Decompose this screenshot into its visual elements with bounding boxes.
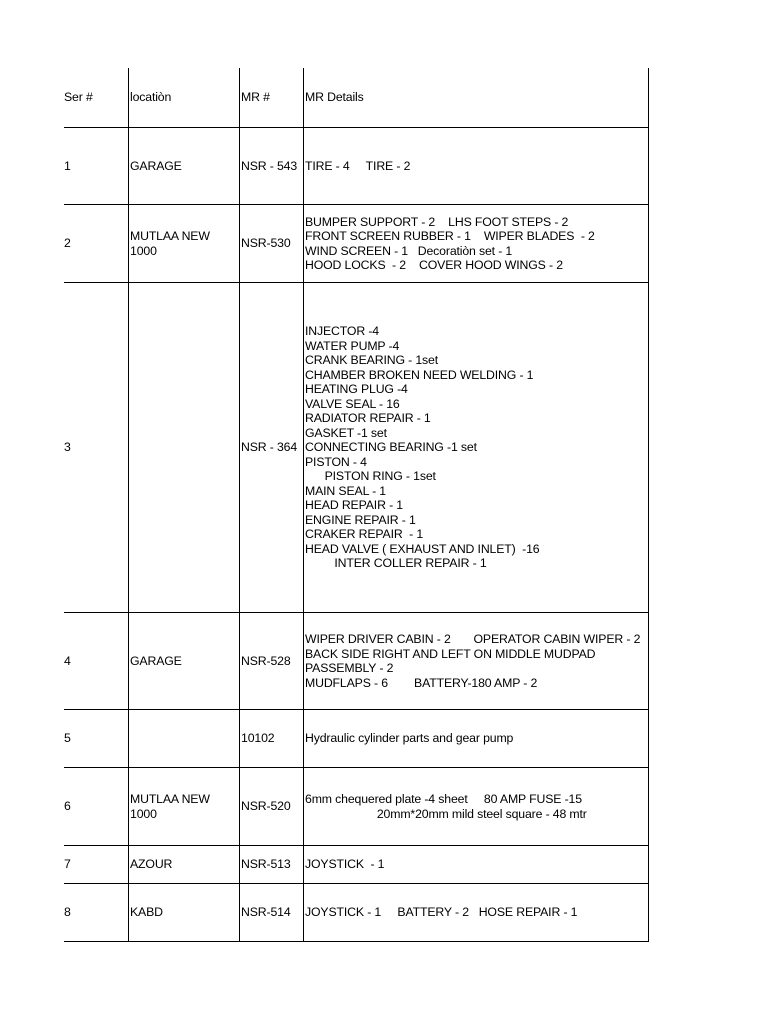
details-line: HEAD VALVE ( EXHAUST AND INLET) -16 — [305, 541, 540, 556]
cell-details-row-6 — [305, 768, 647, 845]
cell-location-row-5 — [130, 710, 238, 767]
details-line: WATER PUMP -4 — [305, 338, 400, 353]
cell-ser-row-2: 2 — [64, 236, 71, 251]
cell-location-row-1 — [130, 128, 238, 204]
details-line: MUDFLAPS - 6 BATTERY-180 AMP - 2 — [305, 675, 538, 690]
row-divider — [64, 941, 649, 942]
cell-ser-row-1: 1 — [64, 158, 71, 173]
details-line: JOYSTICK - 1 — [305, 857, 385, 872]
cell-mr-row-7: NSR-513 — [241, 857, 291, 872]
cell-location-row-2 — [130, 205, 238, 282]
details-line: CRAKER REPAIR - 1 — [305, 527, 424, 542]
location-line: MUTLAA NEW — [130, 792, 210, 806]
details-line: HEATING PLUG -4 — [305, 382, 408, 397]
details-line: VALVE SEAL - 16 — [305, 396, 400, 411]
cell-location-row-7 — [130, 846, 238, 883]
cell-details-row-1 — [305, 128, 647, 204]
cell-location-row-4 — [130, 613, 238, 709]
details-line: JOYSTICK - 1 BATTERY - 2 HOSE REPAIR - 1 — [305, 905, 578, 920]
cell-mr-row-2: NSR-530 — [241, 236, 291, 251]
details-line: WIND SCREEN - 1 Decoratiòn set - 1 — [305, 243, 513, 258]
details-line: PISTON - 4 — [305, 454, 367, 469]
location-line: 1000 — [130, 243, 157, 258]
details-line: CONNECTING BEARING -1 set — [305, 440, 477, 455]
cell-details-row-8 — [305, 884, 647, 941]
details-line: BACK SIDE RIGHT AND LEFT ON MIDDLE MUDPAD — [305, 646, 596, 661]
details-line: HOOD LOCKS - 2 COVER HOOD WINGS - 2 — [305, 258, 563, 272]
cell-details-row-2 — [305, 205, 647, 282]
cell-mr-row-5: 10102 — [241, 731, 275, 746]
cell-ser-row-3: 3 — [64, 440, 71, 455]
details-line: WIPER DRIVER CABIN - 2 OPERATOR CABIN WIPER - 2 — [305, 632, 641, 646]
details-line: HEAD REPAIR - 1 — [305, 498, 403, 513]
details-line: PISTON RING - 1set — [305, 469, 436, 484]
location-line: GARAGE — [130, 158, 182, 173]
cell-details-row-3 — [305, 283, 647, 612]
cell-mr-row-8: NSR-514 — [241, 905, 291, 920]
location-line: KABD — [130, 905, 163, 920]
details-line: FRONT SCREEN RUBBER - 1 WIPER BLADES - 2 — [305, 229, 595, 243]
cell-details-row-7 — [305, 846, 647, 883]
location-line: MUTLAA NEW — [130, 229, 210, 243]
cell-details-row-4 — [305, 613, 647, 709]
cell-location-row-6 — [130, 768, 238, 845]
cell-ser-row-4: 4 — [64, 653, 71, 668]
header-mr: MR # — [241, 90, 270, 105]
header-details: MR Details — [305, 90, 364, 105]
details-line: 20mm*20mm mild steel square - 48 mtr — [305, 806, 587, 821]
cell-mr-row-6: NSR-520 — [241, 799, 291, 814]
cell-ser-row-7: 7 — [64, 857, 71, 872]
details-line: RADIATOR REPAIR - 1 — [305, 411, 431, 426]
col-divider — [239, 68, 240, 942]
details-line: CRANK BEARING - 1set — [305, 353, 438, 368]
details-line: BUMPER SUPPORT - 2 LHS FOOT STEPS - 2 — [305, 214, 569, 229]
details-line: INJECTOR -4 — [305, 324, 379, 339]
location-line: GARAGE — [130, 653, 182, 668]
col-divider — [648, 68, 649, 942]
cell-ser-row-6: 6 — [64, 799, 71, 814]
col-divider — [128, 68, 129, 942]
details-line: TIRE - 4 TIRE - 2 — [305, 158, 411, 173]
details-line: CHAMBER BROKEN NEED WELDING - 1 — [305, 367, 534, 382]
details-line: 6mm chequered plate -4 sheet 80 AMP FUSE -15 — [305, 792, 582, 806]
details-line: MAIN SEAL - 1 — [305, 483, 386, 498]
location-line: AZOUR — [130, 857, 173, 872]
header-ser: Ser # — [64, 90, 93, 105]
cell-location-row-3 — [130, 283, 238, 612]
header-location: locatiòn — [130, 90, 172, 105]
cell-location-row-8 — [130, 884, 238, 941]
col-divider — [303, 68, 304, 942]
details-line: PASSEMBLY - 2 — [305, 661, 394, 675]
cell-ser-row-5: 5 — [64, 731, 71, 746]
cell-mr-row-4: NSR-528 — [241, 653, 291, 668]
details-line: INTER COLLER REPAIR - 1 — [305, 556, 487, 571]
details-line: Hydraulic cylinder parts and gear pump — [305, 731, 514, 746]
details-line: ENGINE REPAIR - 1 — [305, 512, 416, 527]
cell-details-row-5 — [305, 710, 647, 767]
location-line: 1000 — [130, 806, 157, 821]
cell-mr-row-3: NSR - 364 — [241, 440, 298, 455]
details-line: GASKET -1 set — [305, 425, 387, 440]
cell-ser-row-8: 8 — [64, 905, 71, 920]
cell-mr-row-1: NSR - 543 — [241, 158, 298, 173]
